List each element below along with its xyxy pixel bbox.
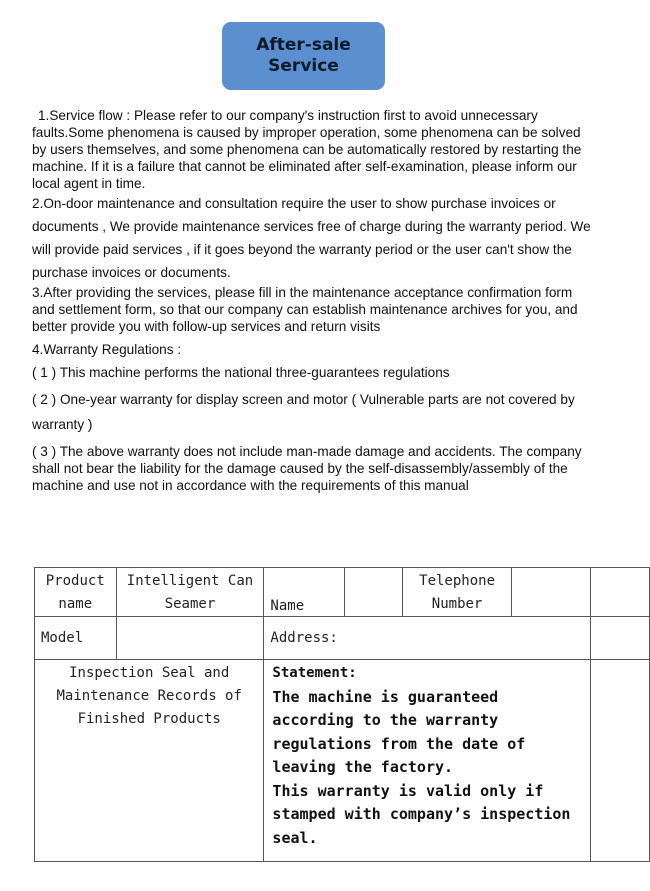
extra-field — [591, 568, 650, 617]
product-name-label: Product name — [35, 568, 117, 617]
warranty-regulations-heading: 4.Warranty Regulations : — [32, 342, 182, 357]
regulation-1: ( 1 ) This machine performs the national three-guarantees regulations — [32, 365, 450, 380]
name-field — [344, 568, 403, 617]
product-name-value: Intelligent Can Seamer — [116, 568, 264, 617]
name-label: Name — [264, 568, 344, 617]
title-line-1: After-sale — [256, 35, 351, 55]
statement-title: Statement: — [272, 665, 357, 681]
regulation-2: ( 2 ) One-year warranty for display screen and motor ( Vulnerable parts are not covered by warranty ) — [32, 392, 575, 432]
title-line-2: Service — [268, 56, 339, 76]
model-field — [116, 617, 264, 660]
statement-extra-field — [591, 660, 650, 862]
service-text — [32, 107, 594, 494]
paragraph-service-flow: 1.Service flow : Please refer to our company's instruction first to avoid unnecessary faults.Some phenomena is caused by improper operation, some phenomena can be solved by users themselves, and some phenomena can be automatically restored by restarting the machine. If it is a failure that cannot be eliminated after self-examination, please inform our local agent in time. — [32, 108, 582, 191]
telephone-label: Telephone Number — [403, 568, 511, 617]
regulation-3: ( 3 ) The above warranty does not include man-made damage and accidents. The company shall not bear the liability for the damage caused by the self-disassembly/assembly of the machine and use not in accordance with the requirements of this manual — [32, 444, 582, 493]
statement-cell — [264, 660, 591, 862]
address-label: Address: — [264, 617, 591, 660]
model-label: Model — [35, 617, 117, 660]
telephone-field — [511, 568, 590, 617]
inspection-seal-label: Inspection Seal and Maintenance Records of Finished Products — [35, 660, 264, 862]
paragraph-on-door-maintenance: 2.On-door maintenance and consultation require the user to show purchase invoices or documents , We provide maintenance services free of charge during the warranty period. We will provide paid services , if it goes beyond the warranty period or the user can't show the purchase invoices or documents. — [32, 196, 591, 280]
statement-text-2: This warranty is valid only if stamped with company’s inspection seal. — [272, 781, 571, 847]
title-banner — [222, 22, 385, 90]
address-extra-field — [591, 617, 650, 660]
paragraph-after-services: 3.After providing the services, please fill in the maintenance acceptance confirmation form and settlement form, so that our company can establish maintenance archives for you, and better provide you with follow-up services and return visits — [32, 285, 578, 334]
statement-text: The machine is guaranteed according to the warranty regulations from the date of leaving the factory. — [272, 687, 526, 776]
warranty-card-table — [34, 567, 650, 862]
